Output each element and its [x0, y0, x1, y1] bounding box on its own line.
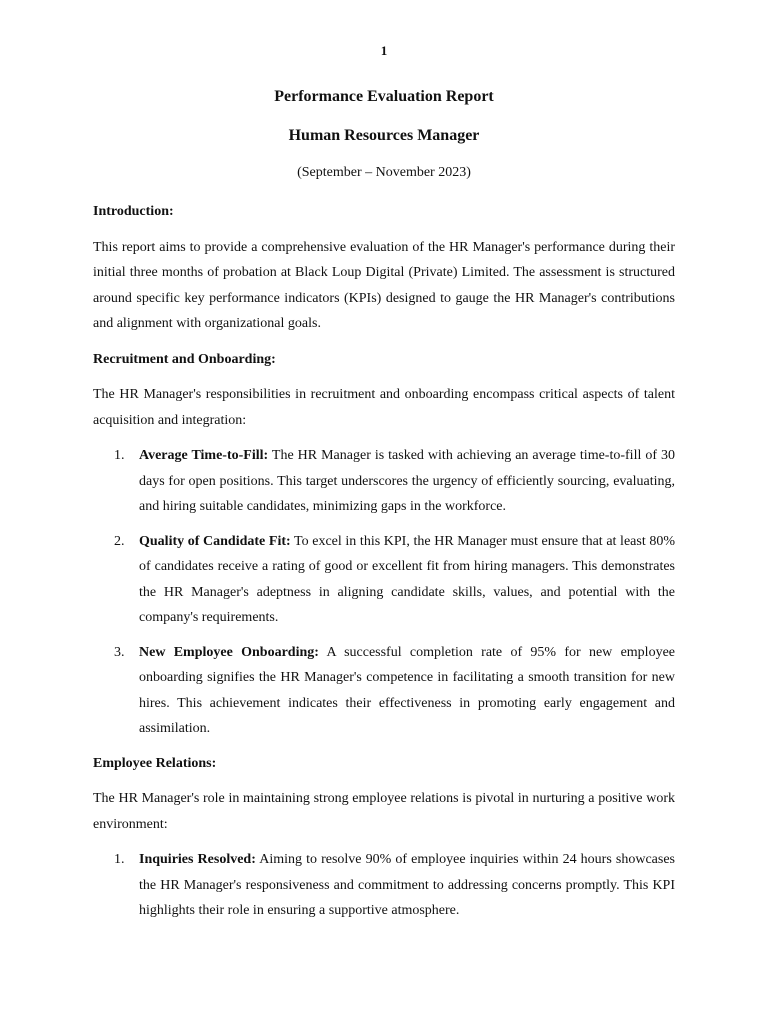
section-heading-introduction: Introduction:	[93, 204, 174, 219]
list-item-text: Aiming to resolve 90% of employee inquiries within 24 hours showcases the HR Manager's responsiveness and commitment to addressing concerns promptly. This KPI highlights their role in ensuring a supportive atmosphere.	[139, 852, 675, 918]
report-title: Performance Evaluation Report	[274, 88, 494, 105]
list-item-number: 1.	[114, 448, 125, 463]
introduction-paragraph: This report aims to provide a comprehensive evaluation of the HR Manager's performance during their initial three months of probation at Black Loup Digital (Private) Limited. The assessment is structured around specific key performance indicators (KPIs) designed to gauge the HR Manager's contributions and alignment with organizational goals.	[93, 239, 675, 331]
page-number: 1	[380, 43, 388, 58]
report-body	[93, 199, 675, 933]
list-item-text: To excel in this KPI, the HR Manager must ensure that at least 80% of candidates receive a rating of good or excellent fit from hiring managers. This demonstrates the HR Manager's adeptness in aligning candidate skills, values, and potential with the company's requirements.	[139, 533, 675, 625]
list-item-number: 3.	[114, 644, 125, 660]
list-item-title: Inquiries Resolved:	[139, 852, 256, 867]
list-item-title: Average Time-to-Fill:	[139, 448, 269, 463]
list-item-title: Quality of Candidate Fit:	[139, 533, 291, 549]
recruitment-paragraph: The HR Manager's responsibilities in recruitment and onboarding encompass critical aspects of talent acquisition and integration:	[93, 387, 675, 428]
list-item-number: 2.	[114, 533, 125, 549]
section-heading-employee-relations: Employee Relations:	[93, 755, 217, 771]
list-item	[93, 847, 675, 924]
list-item	[93, 529, 675, 631]
list-item	[93, 640, 675, 742]
report-subtitle: Human Resources Manager	[288, 127, 480, 144]
list-item-text: A successful completion rate of 95% for new employee onboarding signifies the HR Manager's competence in facilitating a smooth transition for new hires. This achievement indicates their effectiveness in promoting early engagement and assimilation.	[139, 644, 675, 736]
list-item	[93, 443, 675, 520]
recruitment-kpi-list	[93, 443, 675, 742]
list-item-title: New Employee Onboarding:	[139, 644, 319, 660]
section-heading-recruitment: Recruitment and Onboarding:	[93, 351, 276, 367]
employee-relations-paragraph: The HR Manager's role in maintaining strong employee relations is pivotal in nurturing a positive work environment:	[93, 791, 675, 832]
list-item-number: 1.	[114, 852, 125, 867]
report-date-range: (September – November 2023)	[297, 165, 471, 180]
list-item-text: The HR Manager is tasked with achieving an average time-to-fill of 30 days for open positions. This target underscores the urgency of efficiently sourcing, evaluating, and hiring suitable candidates, minimizing gaps in the workforce.	[139, 448, 675, 514]
employee-relations-kpi-list	[93, 847, 675, 924]
